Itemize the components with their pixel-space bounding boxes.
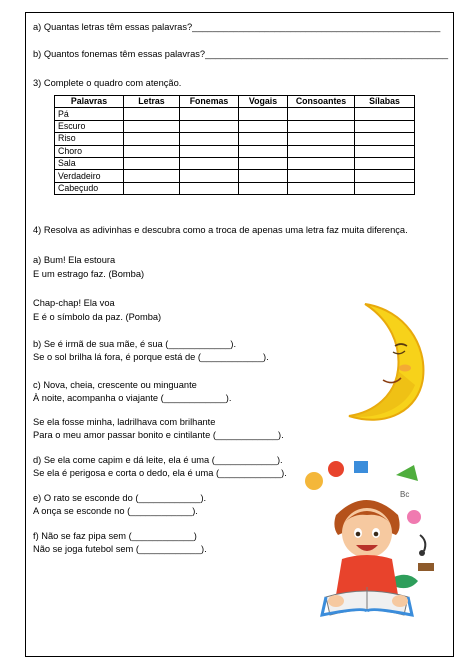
answer-cell[interactable] xyxy=(180,120,239,132)
word-table xyxy=(54,95,415,195)
word-cell: Verdadeiro xyxy=(55,170,124,182)
header-silabas: Sílabas xyxy=(355,96,415,108)
answer-cell[interactable] xyxy=(124,120,180,132)
answer-cell[interactable] xyxy=(288,170,355,182)
riddle-line: c) Nova, cheia, crescente ou minguante xyxy=(33,380,197,390)
riddle-line: f) Não se faz pipa sem (____________) xyxy=(33,531,197,541)
table-row xyxy=(55,170,415,182)
answer-cell[interactable] xyxy=(124,170,180,182)
answer-cell[interactable] xyxy=(355,170,415,182)
word-cell: Choro xyxy=(55,145,124,157)
answer-cell[interactable] xyxy=(124,133,180,145)
moon-icon xyxy=(335,300,430,425)
question-a: a) Quantas letras têm essas palavras?________________________________________________ xyxy=(33,22,441,32)
answer-cell[interactable] xyxy=(355,108,415,120)
riddle-line: b) Se é irmã de sua mãe, é sua (____________). xyxy=(33,339,237,349)
riddle-line: Chap-chap! Ela voa xyxy=(33,298,115,308)
answer-cell[interactable] xyxy=(239,145,288,157)
answer-cell[interactable] xyxy=(288,108,355,120)
question-4: 4) Resolva as adivinhas e descubra como a troca de apenas uma letra faz muita diferença. xyxy=(33,225,408,235)
table-row xyxy=(55,182,415,194)
riddle-line: d) Se ela come capim e dá leite, ela é uma (____________). xyxy=(33,455,283,465)
riddle-line: A onça se esconde no (____________). xyxy=(33,506,198,516)
riddle-line: E um estrago faz. (Bomba) xyxy=(33,269,145,279)
table-row xyxy=(55,108,415,120)
header-vogais: Vogais xyxy=(239,96,288,108)
svg-text:Bc: Bc xyxy=(400,490,410,499)
answer-cell[interactable] xyxy=(180,170,239,182)
boy-reading-icon xyxy=(296,455,446,630)
riddle-line: Não se joga futebol sem (____________). xyxy=(33,544,207,554)
riddle-line: a) Bum! Ela estoura xyxy=(33,255,116,265)
answer-cell[interactable] xyxy=(355,133,415,145)
answer-cell[interactable] xyxy=(355,157,415,169)
answer-cell[interactable] xyxy=(124,108,180,120)
riddle-line: e) O rato se esconde do (____________). xyxy=(33,493,207,503)
answer-cell[interactable] xyxy=(288,120,355,132)
answer-cell[interactable] xyxy=(180,145,239,157)
answer-cell[interactable] xyxy=(288,157,355,169)
answer-cell[interactable] xyxy=(180,108,239,120)
answer-cell[interactable] xyxy=(288,145,355,157)
word-cell: Escuro xyxy=(55,120,124,132)
question-b: b) Quantos fonemas têm essas palavras?_______________________________________________ xyxy=(33,49,449,59)
answer-cell[interactable] xyxy=(124,145,180,157)
table-header-row xyxy=(55,96,415,108)
header-letras: Letras xyxy=(124,96,180,108)
answer-cell[interactable] xyxy=(239,108,288,120)
table-row xyxy=(55,157,415,169)
riddle-line: E é o símbolo da paz. (Pomba) xyxy=(33,312,162,322)
table-row xyxy=(55,120,415,132)
table-row xyxy=(55,133,415,145)
riddle-line: Se ela fosse minha, ladrilhava com brilhante xyxy=(33,417,216,427)
answer-cell[interactable] xyxy=(288,133,355,145)
answer-cell[interactable] xyxy=(180,133,239,145)
riddle-line: Se ela é perigosa e corta o dedo, ela é uma (____________). xyxy=(33,468,287,478)
answer-cell[interactable] xyxy=(239,157,288,169)
table-row xyxy=(55,145,415,157)
answer-cell[interactable] xyxy=(124,182,180,194)
answer-cell[interactable] xyxy=(355,120,415,132)
answer-cell[interactable] xyxy=(288,182,355,194)
answer-cell[interactable] xyxy=(239,170,288,182)
question-3: 3) Complete o quadro com atenção. xyxy=(33,78,182,88)
word-cell: Riso xyxy=(55,133,124,145)
answer-cell[interactable] xyxy=(180,157,239,169)
header-palavras: Palavras xyxy=(55,96,124,108)
word-cell: Pá xyxy=(55,108,124,120)
answer-cell[interactable] xyxy=(180,182,239,194)
answer-cell[interactable] xyxy=(239,120,288,132)
answer-cell[interactable] xyxy=(124,157,180,169)
riddle-line: Para o meu amor passar bonito e cintilante (____________). xyxy=(33,430,284,440)
answer-cell[interactable] xyxy=(355,145,415,157)
answer-cell[interactable] xyxy=(239,133,288,145)
answer-cell[interactable] xyxy=(355,182,415,194)
header-consoantes: Consoantes xyxy=(288,96,355,108)
riddle-line: Se o sol brilha lá fora, é porque está de (____________). xyxy=(33,352,269,362)
header-fonemas: Fonemas xyxy=(180,96,239,108)
answer-cell[interactable] xyxy=(239,182,288,194)
word-cell: Cabeçudo xyxy=(55,182,124,194)
word-cell: Sala xyxy=(55,157,124,169)
riddle-line: À noite, acompanha o viajante (____________). xyxy=(33,393,232,403)
